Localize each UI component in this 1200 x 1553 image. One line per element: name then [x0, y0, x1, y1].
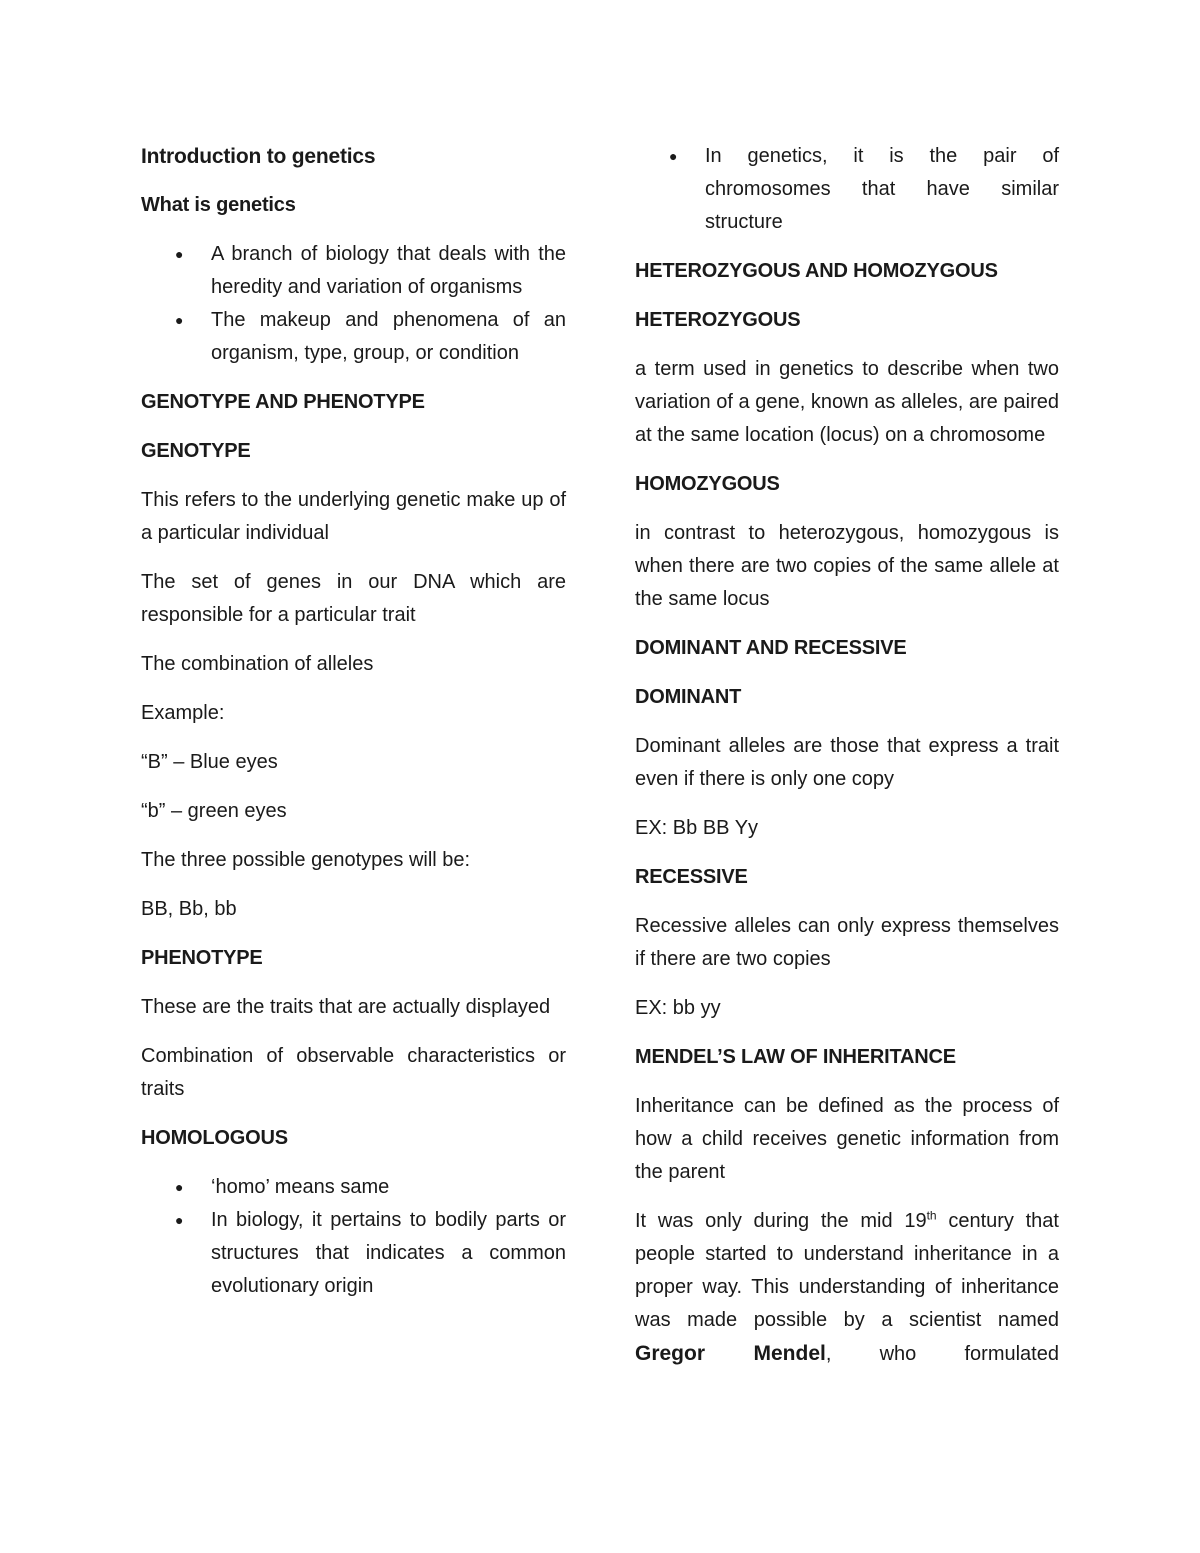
dominant-paragraph: Dominant alleles are those that express a trait even if there is only one copy [635, 735, 1059, 790]
heterozygous-paragraph: a term used in genetics to describe when two variation of a gene, known as alleles, are paired at the same location (locus) on a chromosome [635, 358, 1059, 446]
what-is-genetics-heading: What is genetics [141, 194, 296, 216]
bullet-icon: ● [175, 1212, 184, 1228]
list-item: ● ‘homo’ means same [141, 1171, 566, 1204]
list-item: ● The makeup and phenomena of an organism, type, group, or condition [141, 304, 566, 370]
mendel-paragraph-2: It was only during the mid 19th century that people started to understand inheritance in a proper way. This understanding of inheritance was made possible by a scientist named Gregor Mendel, who formulated [635, 1208, 1059, 1365]
phenotype-paragraph-1: These are the traits that are actually displayed [141, 996, 551, 1018]
dominant-recessive-heading: DOMINANT AND RECESSIVE [635, 637, 907, 659]
recessive-paragraph: Recessive alleles can only express themselves if there are two copies [635, 915, 1059, 970]
genotype-paragraph-3: The combination of alleles [141, 653, 374, 675]
what-is-genetics-list [141, 238, 566, 370]
left-column [141, 140, 566, 1319]
three-genotypes-text: The three possible genotypes will be: [141, 849, 471, 871]
genotype-phenotype-heading: GENOTYPE AND PHENOTYPE [141, 391, 425, 413]
list-item: ● In genetics, it is the pair of chromosomes that have similar structure [635, 140, 1059, 239]
bullet-icon: ● [669, 148, 678, 164]
document-title: Introduction to genetics [141, 145, 376, 168]
mendel-heading: MENDEL’S LAW OF INHERITANCE [635, 1046, 956, 1068]
homologous-list [141, 1171, 566, 1303]
genotype-heading: GENOTYPE [141, 440, 251, 462]
phenotype-paragraph-2: Combination of observable characteristics or traits [141, 1045, 566, 1100]
phenotype-heading: PHENOTYPE [141, 947, 263, 969]
heterozygous-heading: HETEROZYGOUS [635, 309, 801, 331]
list-item: ● In biology, it pertains to bodily parts or structures that indicates a common evolutionary origin [141, 1204, 566, 1303]
mendel-paragraph-1: Inheritance can be defined as the process of how a child receives genetic information from the parent [635, 1095, 1059, 1183]
hetero-homo-heading: HETEROZYGOUS AND HOMOZYGOUS [635, 260, 998, 282]
example-1: “B” – Blue eyes [141, 751, 278, 773]
right-column [635, 140, 1059, 1371]
bullet-icon: ● [175, 1179, 184, 1195]
mendel-name: Gregor Mendel [635, 1342, 826, 1365]
homozygous-heading: HOMOZYGOUS [635, 473, 780, 495]
homozygous-paragraph: in contrast to heterozygous, homozygous is when there are two copies of the same allele at the same locus [635, 522, 1059, 610]
recessive-example: EX: bb yy [635, 997, 721, 1019]
homologous-heading: HOMOLOGOUS [141, 1127, 288, 1149]
homologous-list-continued [635, 140, 1059, 239]
genotype-paragraph-1: This refers to the underlying genetic make up of a particular individual [141, 489, 566, 544]
recessive-heading: RECESSIVE [635, 866, 748, 888]
bullet-icon: ● [175, 246, 184, 262]
genotype-paragraph-2: The set of genes in our DNA which are responsible for a particular trait [141, 571, 566, 626]
dominant-heading: DOMINANT [635, 686, 742, 708]
list-item: ● A branch of biology that deals with the heredity and variation of organisms [141, 238, 566, 304]
genotypes-list: BB, Bb, bb [141, 898, 237, 920]
bullet-icon: ● [175, 312, 184, 328]
example-2: “b” – green eyes [141, 800, 287, 822]
example-label: Example: [141, 702, 225, 724]
dominant-example: EX: Bb BB Yy [635, 817, 759, 839]
